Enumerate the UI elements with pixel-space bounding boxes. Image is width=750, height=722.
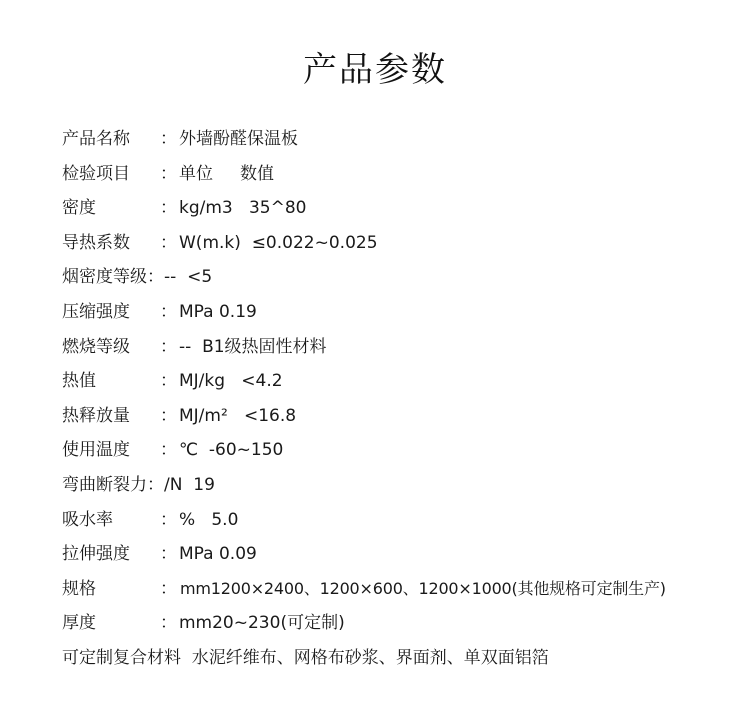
spec-value: MPa 0.09 bbox=[179, 544, 257, 565]
spec-colon: ： bbox=[160, 198, 177, 219]
spec-colon: ： bbox=[160, 301, 177, 322]
spec-colon: ： bbox=[160, 129, 177, 149]
spec-colon: ： bbox=[160, 232, 177, 253]
spec-label: 密度 bbox=[62, 198, 96, 219]
spec-row-specification bbox=[62, 572, 742, 607]
spec-colon: ： bbox=[160, 544, 177, 565]
spec-label: 吸水率 bbox=[62, 509, 113, 530]
spec-value: kg/m3 35^80 bbox=[179, 198, 307, 219]
spec-row-thermal-conductivity bbox=[62, 226, 742, 261]
spec-label: 压缩强度 bbox=[62, 301, 130, 322]
spec-value: mm20~230(可定制) bbox=[179, 613, 345, 634]
spec-label: 厚度 bbox=[62, 613, 96, 634]
spec-label: 燃烧等级 bbox=[62, 336, 130, 357]
spec-line: 弯曲断裂力：/N 19 bbox=[62, 474, 215, 495]
spec-label: 使用温度 bbox=[62, 440, 130, 461]
spec-list bbox=[62, 122, 742, 676]
spec-line: 烟密度等级：-- <5 bbox=[62, 267, 213, 288]
spec-label: 热释放量 bbox=[62, 405, 130, 426]
spec-value: 单位 数值 bbox=[179, 163, 275, 184]
spec-colon: ： bbox=[160, 336, 177, 357]
spec-value: mm1200×2400、1200×600、1200×1000(其他规格可定制生产) bbox=[180, 578, 666, 598]
spec-row-thickness bbox=[62, 606, 742, 641]
spec-label: 检验项目 bbox=[62, 163, 130, 184]
spec-colon: ： bbox=[160, 371, 177, 392]
spec-label: 热值 bbox=[62, 371, 96, 392]
spec-row-water-absorption bbox=[62, 503, 742, 538]
spec-row-smoke-density bbox=[62, 260, 742, 295]
spec-colon: ： bbox=[160, 163, 177, 184]
spec-value: -- B1级热固性材料 bbox=[179, 336, 327, 357]
spec-colon: ： bbox=[160, 405, 177, 426]
spec-colon: ： bbox=[160, 509, 177, 530]
spec-value: MPa 0.19 bbox=[179, 301, 257, 322]
spec-colon: ： bbox=[160, 440, 177, 461]
spec-value: W(m.k) ≤0.022~0.025 bbox=[179, 232, 378, 253]
spec-label: 导热系数 bbox=[62, 232, 130, 253]
page-title: 产品参数 bbox=[303, 50, 447, 90]
spec-row-combustion-grade bbox=[62, 330, 742, 365]
spec-row-composite-materials bbox=[62, 641, 742, 676]
spec-value: ℃ -60~150 bbox=[179, 440, 284, 461]
spec-label: 规格 bbox=[62, 578, 96, 599]
spec-value: MJ/m² <16.8 bbox=[179, 405, 297, 426]
spec-row-compressive-strength bbox=[62, 295, 742, 330]
spec-value: MJ/kg <4.2 bbox=[179, 371, 283, 392]
spec-row-service-temperature bbox=[62, 433, 742, 468]
spec-row-calorific-value bbox=[62, 364, 742, 399]
spec-label: 产品名称 bbox=[62, 129, 130, 149]
spec-colon: ： bbox=[160, 613, 177, 634]
spec-row-flexural-strength bbox=[62, 468, 742, 503]
spec-value: % 5.0 bbox=[179, 509, 239, 530]
spec-row-product-name bbox=[62, 122, 742, 157]
spec-value: 外墙酚醛保温板 bbox=[179, 129, 298, 149]
spec-label: 拉伸强度 bbox=[62, 544, 130, 565]
spec-row-heat-release bbox=[62, 399, 742, 434]
spec-line: 可定制复合材料 水泥纤维布、网格布砂浆、界面剂、单双面铝箔 bbox=[62, 647, 549, 668]
spec-row-inspection-item bbox=[62, 157, 742, 192]
spec-row-tensile-strength bbox=[62, 537, 742, 572]
spec-colon: ： bbox=[160, 578, 177, 599]
spec-row-density bbox=[62, 191, 742, 226]
